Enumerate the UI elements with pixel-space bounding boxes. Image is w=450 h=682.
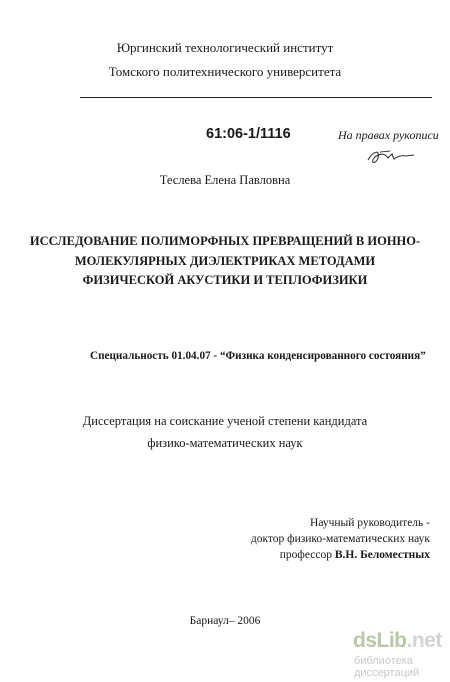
dissertation-title: [0, 232, 450, 291]
degree-line-1: Диссертация на соискание ученой степени кандидата: [82, 414, 368, 428]
advisor-title: профессор: [279, 549, 332, 561]
degree-line-2: физико-математических наук: [147, 436, 303, 450]
advisor-name-line: [240, 547, 430, 563]
title-line-3: ФИЗИЧЕСКОЙ АКУСТИКИ И ТЕПЛОФИЗИКИ: [82, 273, 368, 287]
university-name: Томского политехнического университета: [108, 64, 342, 79]
advisor-name: В.Н. Беломестных: [334, 549, 430, 561]
handwritten-signature: [366, 146, 420, 168]
advisor-role: Научный руководитель -: [310, 517, 430, 529]
catalog-code: 61:06-1/1116: [206, 126, 291, 142]
dissertation-type: [0, 410, 450, 454]
watermark-subtitle: библиотека диссертаций: [354, 655, 420, 679]
title-line-1: ИССЛЕДОВАНИЕ ПОЛИМОРФНЫХ ПРЕВРАЩЕНИЙ В ИОННО-: [29, 234, 421, 248]
watermark-brand-part2: .net: [406, 629, 442, 652]
city-year: Барнаул– 2006: [189, 615, 261, 627]
watermark-brand-part1: dsLib: [353, 629, 407, 652]
advisor-block: [240, 515, 430, 563]
advisor-degree: доктор физико-математических наук: [250, 533, 430, 545]
institute-name: Юргинский технологический институт: [116, 40, 334, 55]
watermark-logo: [353, 629, 442, 653]
author-name: Теслева Елена Павловна: [159, 173, 291, 187]
rights-note: На правах рукописи: [338, 128, 439, 142]
specialty-line: Специальность 01.04.07 - “Физика конденсированного состояния”: [90, 350, 426, 362]
title-line-2: МОЛЕКУЛЯРНЫХ ДИЭЛЕКТРИКАХ МЕТОДАМИ: [74, 253, 376, 268]
header-divider: [80, 97, 432, 98]
